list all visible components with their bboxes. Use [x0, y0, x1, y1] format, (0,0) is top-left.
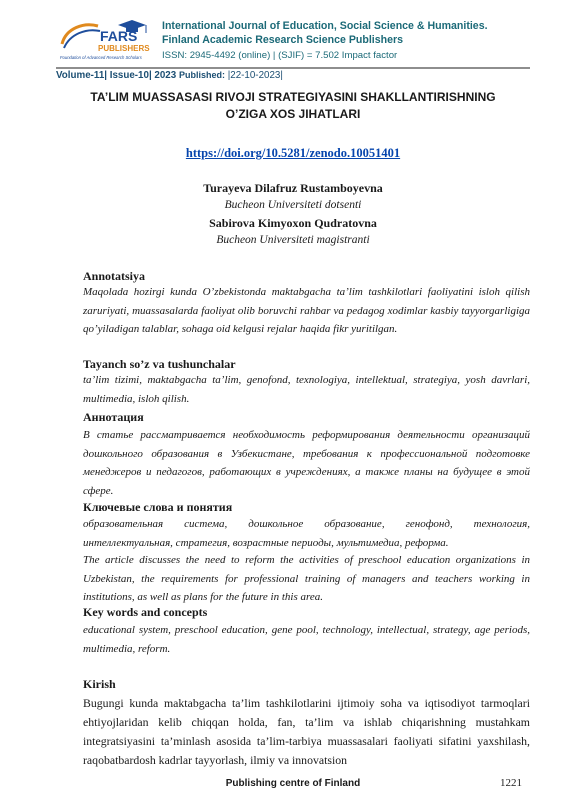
annotatsiya-text: Maqolada hozirgi kunda O’zbekistonda maktabgacha ta’lim tashkilotlari faoliyatini isloh qilish zaruriyati, muassasalarda faoliyat olib boruvchi rahbar va pedagog xodimlar kasbiy tayyorgarligiga qo’yiladigan talablar, sohaga oid kelgusi rejalar haqida fikr yuritilgan. — [83, 286, 530, 335]
fars-publishers-logo — [58, 14, 158, 64]
ru-annotation-text: В статье рассматривается необходимость реформирования деятельности организаций дошкольного образования в Узбекистане, требования к профессиональной подготовке менеджеров и педагогов, работающих в учреждениях, а также планы на будущее в этой сфере. — [83, 429, 530, 497]
ru-annotation-heading: Аннотация — [83, 410, 144, 424]
header-divider — [56, 67, 530, 69]
page-number: 1221 — [500, 777, 522, 789]
title-line-2: O’ZIGA XOS JIHATLARI — [225, 107, 361, 121]
annotatsiya-heading: Annotatsiya — [83, 269, 146, 283]
svg-text:PUBLISHERS: PUBLISHERS — [98, 44, 150, 53]
en-abstract-text: The article discusses the need to reform the activities of preschool education organizations in Uzbekistan, the requirements for professional training of managers and teachers working in institutions, as well as plans for the future in this area. — [83, 554, 530, 603]
title-line-1: TA’LIM MUASSASASI RIVOJI STRATEGIYASINI SHAKLLANTIRISHNING — [90, 90, 496, 104]
author-1-name: Turayeva Dilafruz Rustamboyevna — [203, 181, 383, 195]
en-keywords-text: educational system, preschool education, gene pool, technology, intellectual, strategy, age periods, multimedia, reform. — [83, 624, 530, 655]
kirish-heading: Kirish — [83, 677, 116, 691]
journal-header — [162, 19, 582, 63]
svg-text:FARS: FARS — [100, 28, 138, 44]
svg-text:Foundation of Advanced Researc: Foundation of Advanced Research Scholars — [60, 55, 142, 60]
publisher-name: Finland Academic Research Science Publishers — [162, 34, 404, 46]
author-1-affiliation: Bucheon Universiteti dotsenti — [224, 199, 362, 211]
published-label: Published: — [178, 70, 225, 80]
kirish-text: Bugungi kunda maktabgacha ta’lim tashkilotlarini ijtimoiy soha va iqtisodiyot tarmoqlari ehtiyojlaridan kelib chiqqan holda, fan, ta’lim va ishlab chiqarishning mustahkam integratsiyasini ta’minlash asosida ta’lim-tarbiya muassasalari faoliyati sifatini yaxshilash, raqobatbardosh kadrlar tayyorlash, ilmiy va innovatsion — [83, 696, 530, 767]
doi-link[interactable]: https://doi.org/10.5281/zenodo.10051401 — [185, 146, 401, 160]
ru-keywords-heading: Ключевые слова и понятия — [83, 500, 233, 514]
volume-issue: Volume-11| Issue-10| 2023 — [56, 70, 177, 81]
article-title — [56, 89, 530, 123]
en-keywords-heading: Key words and concepts — [83, 605, 208, 619]
journal-name: International Journal of Education, Social Science & Humanities. — [162, 20, 488, 32]
tayanch-heading: Tayanch so’z va tushunchalar — [83, 357, 236, 371]
author-2-name: Sabirova Kimyoxon Qudratovna — [209, 216, 377, 230]
ru-keywords-text: образовательная система, дошкольное образование, генофонд, технология, интеллектуальная, стратегия, возрастные периоды, мультимедиа, реформа. — [83, 518, 530, 549]
author-2-affiliation: Bucheon Universiteti magistranti — [216, 234, 370, 246]
footer-publisher: Publishing centre of Finland — [225, 778, 361, 789]
issue-meta — [56, 70, 283, 81]
published-date: |22-10-2023| — [227, 70, 283, 81]
issn-line: ISSN: 2945-4492 (online) | (SJIF) = 7.502 Impact factor — [162, 50, 398, 61]
tayanch-text: ta’lim tizimi, maktabgacha ta’lim, genofond, texnologiya, intellektual, strategiya, yosh davrlari, multimedia, isloh qilish. — [83, 374, 530, 405]
